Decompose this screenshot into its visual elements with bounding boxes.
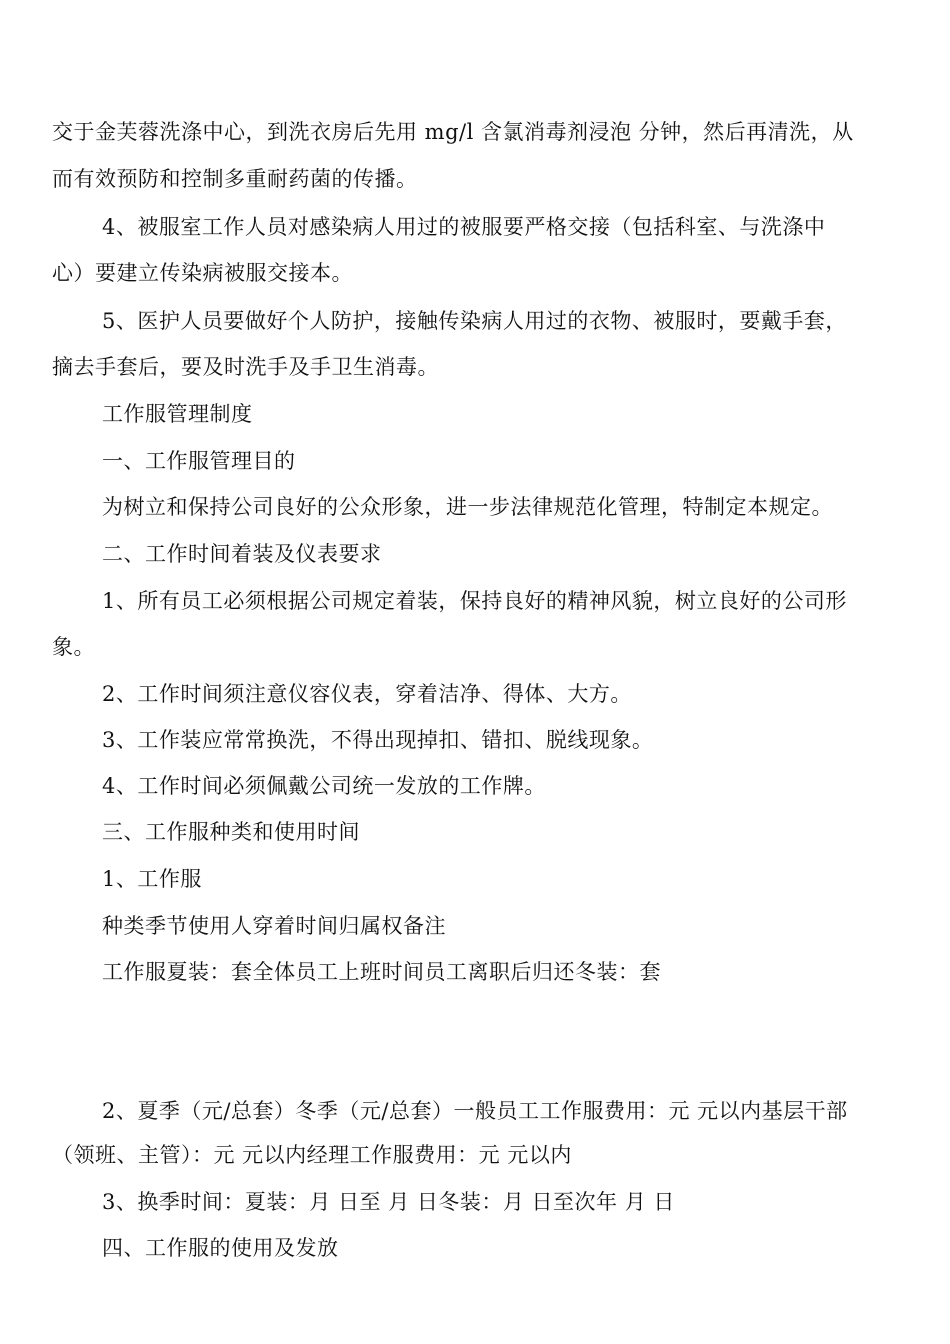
table-header-line: 种类季节使用人穿着时间归属权备注 [102, 914, 446, 938]
section-heading: 四、工作服的使用及发放 [102, 1236, 339, 1260]
paragraph-line: 交于金芙蓉洗涤中心，到洗衣房后先用 mg/l 含氯消毒剂浸泡 分钟，然后再清洗，从 [52, 120, 854, 144]
paragraph-line: 为树立和保持公司良好的公众形象，进一步法律规范化管理，特制定本规定。 [102, 495, 833, 519]
paragraph-line: 2、工作时间须注意仪容仪表，穿着洁净、得体、大方。 [102, 682, 632, 706]
paragraph-line: 4、被服室工作人员对感染病人用过的被服要严格交接（包括科室、与洗涤中 [102, 215, 826, 239]
paragraph-line: 3、换季时间：夏装：月 日至 月 日冬装：月 日至次年 月 日 [102, 1190, 675, 1214]
paragraph-line: 5、医护人员要做好个人防护，接触传染病人用过的衣物、被服时，要戴手套， [102, 309, 847, 333]
section-heading: 三、工作服种类和使用时间 [102, 820, 360, 844]
section-heading: 二、工作时间着装及仪表要求 [102, 542, 382, 566]
paragraph-line: 1、工作服 [102, 867, 202, 891]
paragraph-line: 2、夏季（元/总套）冬季（元/总套）一般员工工作服费用：元 元以内基层干部 [102, 1099, 848, 1123]
paragraph-line: （领班、主管）：元 元以内经理工作服费用：元 元以内 [52, 1143, 572, 1167]
section-title: 工作服管理制度 [102, 402, 253, 426]
paragraph-line: 4、工作时间必须佩戴公司统一发放的工作牌。 [102, 774, 546, 798]
paragraph-line: 而有效预防和控制多重耐药菌的传播。 [52, 167, 418, 191]
paragraph-line: 象。 [52, 635, 95, 659]
section-heading: 一、工作服管理目的 [102, 449, 296, 473]
paragraph-line: 1、所有员工必须根据公司规定着装，保持良好的精神风貌，树立良好的公司形 [102, 589, 847, 613]
paragraph-line: 3、工作装应常常换洗，不得出现掉扣、错扣、脱线现象。 [102, 728, 654, 752]
paragraph-line: 摘去手套后，要及时洗手及手卫生消毒。 [52, 355, 439, 379]
table-row-line: 工作服夏装：套全体员工上班时间员工离职后归还冬装：套 [102, 960, 661, 984]
paragraph-line: 心）要建立传染病被服交接本。 [52, 261, 353, 285]
